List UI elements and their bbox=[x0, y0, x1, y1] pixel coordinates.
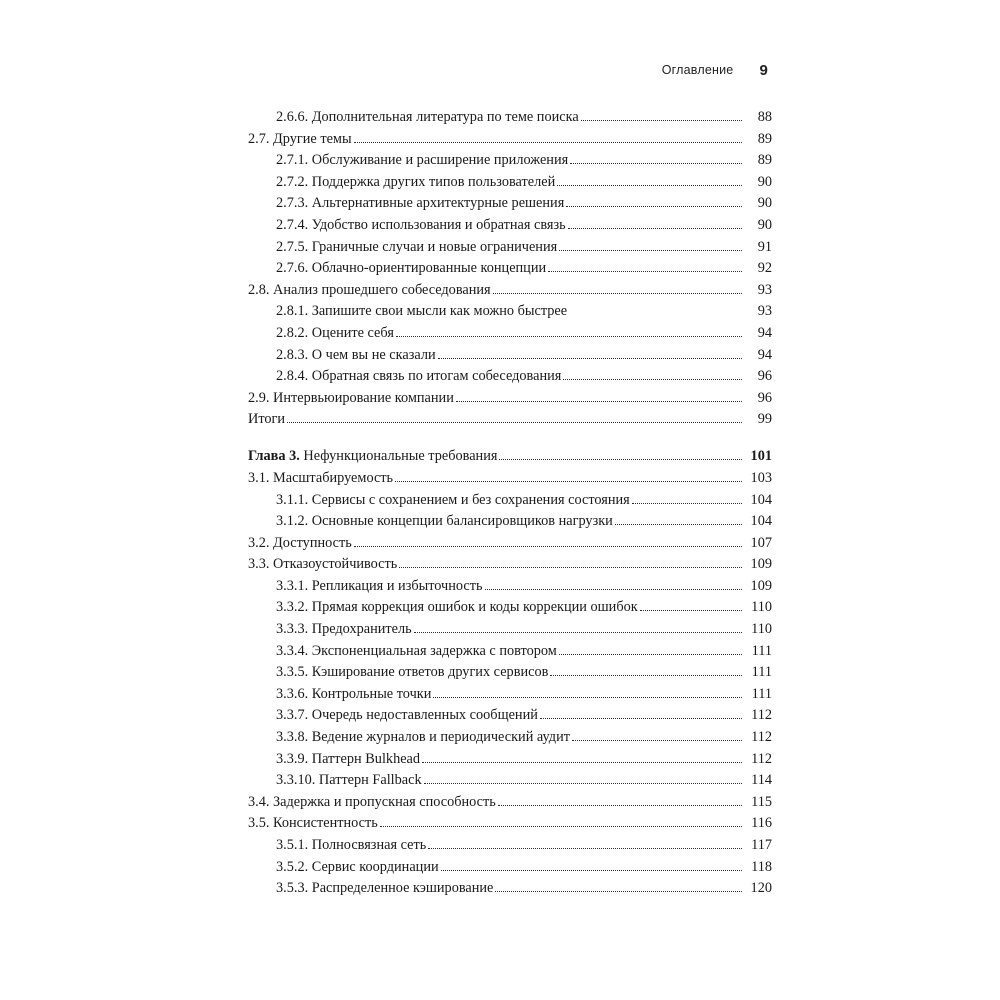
toc-entry-label: 3.3.1. Репликация и избыточность bbox=[276, 578, 483, 594]
toc-entry-label: 3.3.4. Экспоненциальная задержка с повтором bbox=[276, 643, 557, 658]
toc-entry[interactable] bbox=[228, 132, 772, 147]
toc-page-number: 96 bbox=[757, 368, 772, 385]
toc-entry-label: 2.7.5. Граничные случаи и новые ограничения bbox=[276, 239, 558, 254]
toc-page-number: 93 bbox=[757, 281, 772, 298]
toc-entry-label: 2.6.6. Дополнительная литература по теме поиска bbox=[276, 110, 579, 125]
toc-leader-dots bbox=[395, 481, 742, 482]
toc-page-number: 104 bbox=[750, 513, 772, 530]
toc-leader-dots bbox=[550, 675, 742, 676]
toc-leader-dots bbox=[566, 206, 742, 207]
toc-page-number: 111 bbox=[751, 664, 772, 681]
toc-page-number: 111 bbox=[751, 642, 772, 659]
toc-entry-label: 3.3.9. Паттерн Bulkhead bbox=[276, 751, 421, 766]
toc-leader-dots bbox=[557, 185, 742, 186]
toc-page-number: 96 bbox=[757, 389, 772, 406]
toc-leader-dots bbox=[640, 610, 742, 611]
toc-entry-label: 2.7.3. Альтернативные архитектурные решения bbox=[276, 196, 565, 211]
toc-entry-label: 2.8.1. Запишите свои мысли как можно быстрее bbox=[276, 304, 568, 319]
toc-entry-label: 2.7.6. Облачно-ориентированные концепции bbox=[276, 261, 547, 276]
toc-leader-dots bbox=[287, 422, 742, 423]
table-of-contents bbox=[228, 110, 772, 903]
toc-entry[interactable] bbox=[228, 665, 772, 680]
toc-leader-dots bbox=[354, 546, 742, 547]
toc-entry[interactable] bbox=[228, 622, 772, 637]
toc-entry-label: 3.1. Масштабируемость bbox=[248, 470, 394, 486]
toc-leader-dots bbox=[414, 632, 742, 633]
toc-page-number: 90 bbox=[757, 216, 772, 233]
toc-entry-label bbox=[248, 449, 497, 463]
toc-leader-dots bbox=[495, 891, 742, 892]
toc-leader-dots bbox=[572, 740, 742, 741]
toc-page-number: 103 bbox=[750, 469, 772, 486]
toc-entry-label: 3.3. Отказоустойчивость bbox=[248, 557, 398, 572]
toc-page-number: 114 bbox=[751, 772, 772, 789]
toc-page-number: 93 bbox=[757, 303, 772, 320]
toc-leader-dots bbox=[380, 826, 742, 827]
toc-leader-dots bbox=[559, 250, 742, 251]
toc-entry[interactable] bbox=[228, 514, 772, 529]
toc-leader-dots bbox=[433, 697, 742, 698]
toc-leader-dots bbox=[559, 654, 742, 655]
toc-entry[interactable] bbox=[228, 536, 772, 551]
toc-entry-label: 3.5.1. Полносвязная сеть bbox=[276, 838, 427, 853]
toc-entry-label: 3.5.2. Сервис координации bbox=[276, 859, 439, 874]
toc-entry[interactable] bbox=[228, 412, 772, 427]
toc-entry-label: 3.3.8. Ведение журналов и периодический аудит bbox=[276, 730, 570, 745]
toc-leader-dots bbox=[456, 401, 742, 402]
toc-leader-dots bbox=[632, 503, 742, 504]
toc-entry[interactable] bbox=[228, 493, 772, 508]
toc-leader-dots bbox=[424, 783, 742, 784]
toc-entry-label: 3.3.7. Очередь недоставленных сообщений bbox=[276, 708, 538, 723]
toc-leader-dots bbox=[570, 163, 742, 164]
toc-leader-dots bbox=[441, 870, 742, 871]
toc-page-number: 117 bbox=[751, 837, 772, 853]
toc-leader-dots bbox=[438, 358, 742, 359]
toc-entry[interactable] bbox=[228, 283, 772, 298]
toc-page-number: 115 bbox=[751, 793, 772, 810]
toc-entry[interactable] bbox=[228, 218, 772, 233]
toc-leader-dots bbox=[399, 567, 742, 568]
toc-entry[interactable] bbox=[228, 153, 772, 168]
toc-entry[interactable] bbox=[228, 196, 772, 211]
toc-entry[interactable] bbox=[228, 175, 772, 190]
toc-entry-label: 2.7. Другие темы bbox=[248, 131, 352, 146]
toc-page-number: 112 bbox=[751, 707, 772, 724]
toc-entry-label: 3.3.3. Предохранитель bbox=[276, 622, 412, 637]
toc-page-number: 120 bbox=[750, 880, 772, 897]
toc-entry[interactable] bbox=[228, 752, 772, 767]
toc-page-number: 109 bbox=[750, 577, 772, 594]
toc-page-number: 88 bbox=[757, 109, 772, 125]
toc-entry-label: 3.3.2. Прямая коррекция ошибок и коды коррекции ошибок bbox=[276, 600, 638, 615]
toc-entry-label: 2.8.3. О чем вы не сказали bbox=[276, 347, 436, 362]
toc-leader-dots bbox=[493, 293, 742, 294]
toc-entry[interactable] bbox=[228, 369, 772, 384]
toc-entry[interactable] bbox=[228, 579, 772, 594]
toc-entry-label: 2.7.2. Поддержка других типов пользователей bbox=[276, 174, 556, 190]
toc-entry[interactable] bbox=[228, 730, 772, 745]
toc-leader-dots bbox=[498, 805, 742, 806]
toc-entry-label: 2.9. Интервьюирование компании bbox=[248, 390, 454, 406]
toc-entry-label: 2.8. Анализ прошедшего собеседования bbox=[248, 282, 491, 298]
toc-leader-dots bbox=[540, 718, 742, 719]
toc-entry-label: Итоги bbox=[248, 412, 286, 427]
toc-entry[interactable] bbox=[228, 110, 772, 125]
toc-page-number: 90 bbox=[757, 173, 772, 190]
toc-page-number: 109 bbox=[750, 556, 772, 573]
toc-entry[interactable] bbox=[228, 816, 772, 831]
toc-leader-dots bbox=[548, 271, 742, 272]
toc-entry-label: 3.3.10. Паттерн Fallback bbox=[276, 773, 422, 788]
toc-page-number: 118 bbox=[751, 858, 772, 875]
toc-entry[interactable] bbox=[228, 860, 772, 875]
toc-page-number: 92 bbox=[757, 260, 772, 277]
toc-leader-dots bbox=[563, 379, 742, 380]
toc-leader-dots bbox=[499, 459, 742, 460]
toc-entry[interactable] bbox=[228, 261, 772, 276]
toc-entry-label: 3.3.6. Контрольные точки bbox=[276, 686, 432, 702]
page-header bbox=[0, 62, 1000, 79]
toc-entry-label: 2.7.4. Удобство использования и обратная связь bbox=[276, 217, 566, 233]
toc-leader-dots bbox=[422, 762, 742, 763]
toc-page-number: 112 bbox=[751, 750, 772, 767]
toc-page-number: 91 bbox=[757, 238, 772, 255]
toc-leader-dots bbox=[615, 524, 742, 525]
toc-chapter-prefix: Глава 3. bbox=[248, 449, 304, 464]
toc-entry-label: 3.1.1. Сервисы с сохранением и без сохранения состояния bbox=[276, 492, 630, 507]
toc-page-number: 89 bbox=[757, 130, 772, 147]
toc-leader-dots bbox=[354, 142, 742, 143]
toc-entry[interactable] bbox=[228, 795, 772, 810]
toc-page-number: 104 bbox=[750, 491, 772, 508]
toc-entry[interactable] bbox=[228, 644, 772, 659]
toc-entry[interactable] bbox=[228, 838, 772, 853]
toc-page-number: 90 bbox=[757, 195, 772, 212]
toc-leader-dots bbox=[428, 848, 742, 849]
toc-entry-label: 2.8.4. Обратная связь по итогам собеседования bbox=[276, 369, 562, 384]
toc-entry-label: 2.8.2. Оцените себя bbox=[276, 325, 394, 341]
toc-page-number: 112 bbox=[751, 729, 772, 746]
toc-entry-label: 3.5.3. Распределенное кэширование bbox=[276, 881, 494, 896]
toc-page-number: 101 bbox=[750, 448, 772, 465]
toc-entry[interactable] bbox=[228, 708, 772, 723]
toc-entry-label: 3.1.2. Основные концепции балансировщиков нагрузки bbox=[276, 514, 613, 529]
toc-page-number: 111 bbox=[751, 685, 772, 702]
header-page-number: 9 bbox=[759, 62, 768, 79]
toc-entry-label: 3.2. Доступность bbox=[248, 535, 352, 550]
toc-entry[interactable] bbox=[228, 687, 772, 702]
toc-entry[interactable] bbox=[228, 881, 772, 896]
toc-entry-label: 3.4. Задержка и пропускная способность bbox=[248, 794, 496, 810]
toc-entry[interactable] bbox=[228, 240, 772, 255]
toc-page-number: 99 bbox=[757, 411, 772, 428]
toc-page-number: 94 bbox=[757, 324, 772, 341]
toc-entry-label: 3.5. Консистентность bbox=[248, 816, 378, 831]
toc-page-number: 94 bbox=[757, 346, 772, 363]
toc-page-number: 110 bbox=[751, 599, 772, 616]
toc-entry[interactable] bbox=[228, 773, 772, 788]
toc-chapter-title: Нефункциональные требования bbox=[303, 449, 498, 464]
toc-entry-label: 2.7.1. Обслуживание и расширение приложения bbox=[276, 153, 569, 168]
toc-entry[interactable] bbox=[228, 391, 772, 406]
toc-leader-dots bbox=[485, 589, 742, 590]
toc-page-number: 110 bbox=[751, 621, 772, 638]
toc-entry[interactable] bbox=[228, 304, 772, 319]
toc-leader-dots bbox=[396, 336, 742, 337]
toc-page-number: 89 bbox=[757, 152, 772, 169]
toc-entry-label: 3.3.5. Кэширование ответов других сервисов bbox=[276, 665, 549, 680]
header-title: Оглавление bbox=[661, 63, 734, 77]
toc-entry[interactable] bbox=[228, 600, 772, 615]
toc-page-number: 116 bbox=[751, 815, 772, 832]
toc-entry[interactable] bbox=[228, 449, 772, 464]
toc-leader-dots bbox=[581, 120, 742, 121]
toc-entry[interactable] bbox=[228, 557, 772, 572]
toc-entry[interactable] bbox=[228, 326, 772, 341]
toc-entry[interactable] bbox=[228, 348, 772, 363]
toc-page-number: 107 bbox=[750, 534, 772, 551]
toc-entry[interactable] bbox=[228, 471, 772, 486]
toc-leader-dots bbox=[568, 228, 742, 229]
